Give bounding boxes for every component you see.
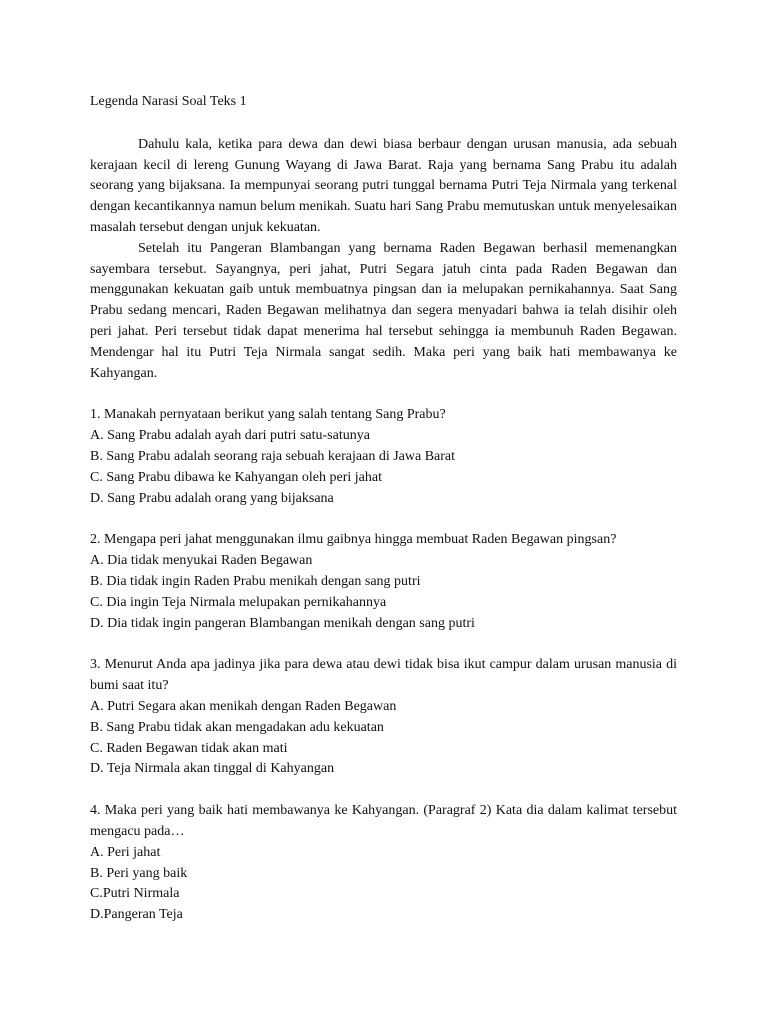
question-text: 2. Mengapa peri jahat menggunakan ilmu gaibnya hingga membuat Raden Begawan pingsan? xyxy=(90,532,617,548)
question-4 xyxy=(90,801,677,926)
answer-option-a: A. Peri jahat xyxy=(90,844,161,860)
document-title: Legenda Narasi Soal Teks 1 xyxy=(90,94,247,109)
answer-option-c: C. Sang Prabu dibawa ke Kahyangan oleh peri jahat xyxy=(90,469,382,485)
story-paragraph-1: Dahulu kala, ketika para dewa dan dewi biasa berbaur dengan urusan manusia, ada sebuah kerajaan kecil di lereng Gunung Wayang di Jawa Barat. Raja yang bernama Sang Prabu itu adalah seorang yang bijaksana. Ia mempunyai seorang putri tunggal bernama Putri Teja Nirmala yang terkenal dengan kecantikannya namun belum menikah. Suatu hari Sang Prabu memutuskan untuk menyelesaikan masalah tersebut dengan unjuk kekuatan. xyxy=(90,136,677,235)
answer-option-c: C. Dia ingin Teja Nirmala melupakan pernikahannya xyxy=(90,594,387,610)
question-2 xyxy=(90,530,677,634)
answer-option-b: B. Peri yang baik xyxy=(90,865,188,881)
answer-option-b: B. Dia tidak ingin Raden Prabu menikah dengan sang putri xyxy=(90,573,421,589)
answer-option-a: A. Putri Segara akan menikah dengan Raden Begawan xyxy=(90,698,397,714)
question-1 xyxy=(90,405,677,509)
answer-option-b: B. Sang Prabu tidak akan mengadakan adu kekuatan xyxy=(90,719,384,735)
question-text: 4. Maka peri yang baik hati membawanya ke Kahyangan. (Paragraf 2) Kata dia dalam kalimat tersebut mengacu pada… xyxy=(90,803,677,839)
question-3 xyxy=(90,655,677,780)
answer-option-b: B. Sang Prabu adalah seorang raja sebuah kerajaan di Jawa Barat xyxy=(90,448,456,464)
question-text: 1. Manakah pernyataan berikut yang salah tentang Sang Prabu? xyxy=(90,407,446,423)
answer-option-d: D. Dia tidak ingin pangeran Blambangan menikah dengan sang putri xyxy=(90,615,475,631)
answer-option-d: D.Pangeran Teja xyxy=(90,907,183,923)
answer-option-a: A. Sang Prabu adalah ayah dari putri satu-satunya xyxy=(90,428,370,444)
answer-option-c: C.Putri Nirmala xyxy=(90,886,180,902)
document-page xyxy=(90,92,677,926)
answer-option-c: C. Raden Begawan tidak akan mati xyxy=(90,740,288,756)
question-text: 3. Menurut Anda apa jadinya jika para dewa atau dewi tidak bisa ikut campur dalam urusan manusia di bumi saat itu? xyxy=(90,657,677,694)
story-paragraph-2: Setelah itu Pangeran Blambangan yang bernama Raden Begawan berhasil memenangkan sayembara tersebut. Sayangnya, peri jahat, Putri Segara jatuh cinta pada Raden Begawan dan menggunakan kekuatan gaib untuk membuatnya pingsan dan ia melupakan pernikahannya. Saat Sang Prabu sedang mencari, Raden Begawan melihatnya dan segera menyadari bahwa ia telah disihir oleh peri jahat. Peri tersebut tidak dapat menerima hal tersebut sehingga ia membunuh Raden Begawan. Mendengar hal itu Putri Teja Nirmala sangat sedih. Maka peri yang baik hati membawanya ke Kahyangan. xyxy=(90,240,677,381)
answer-option-d: D. Teja Nirmala akan tinggal di Kahyangan xyxy=(90,761,335,777)
answer-option-a: A. Dia tidak menyukai Raden Begawan xyxy=(90,553,313,569)
answer-option-d: D. Sang Prabu adalah orang yang bijaksana xyxy=(90,490,334,506)
